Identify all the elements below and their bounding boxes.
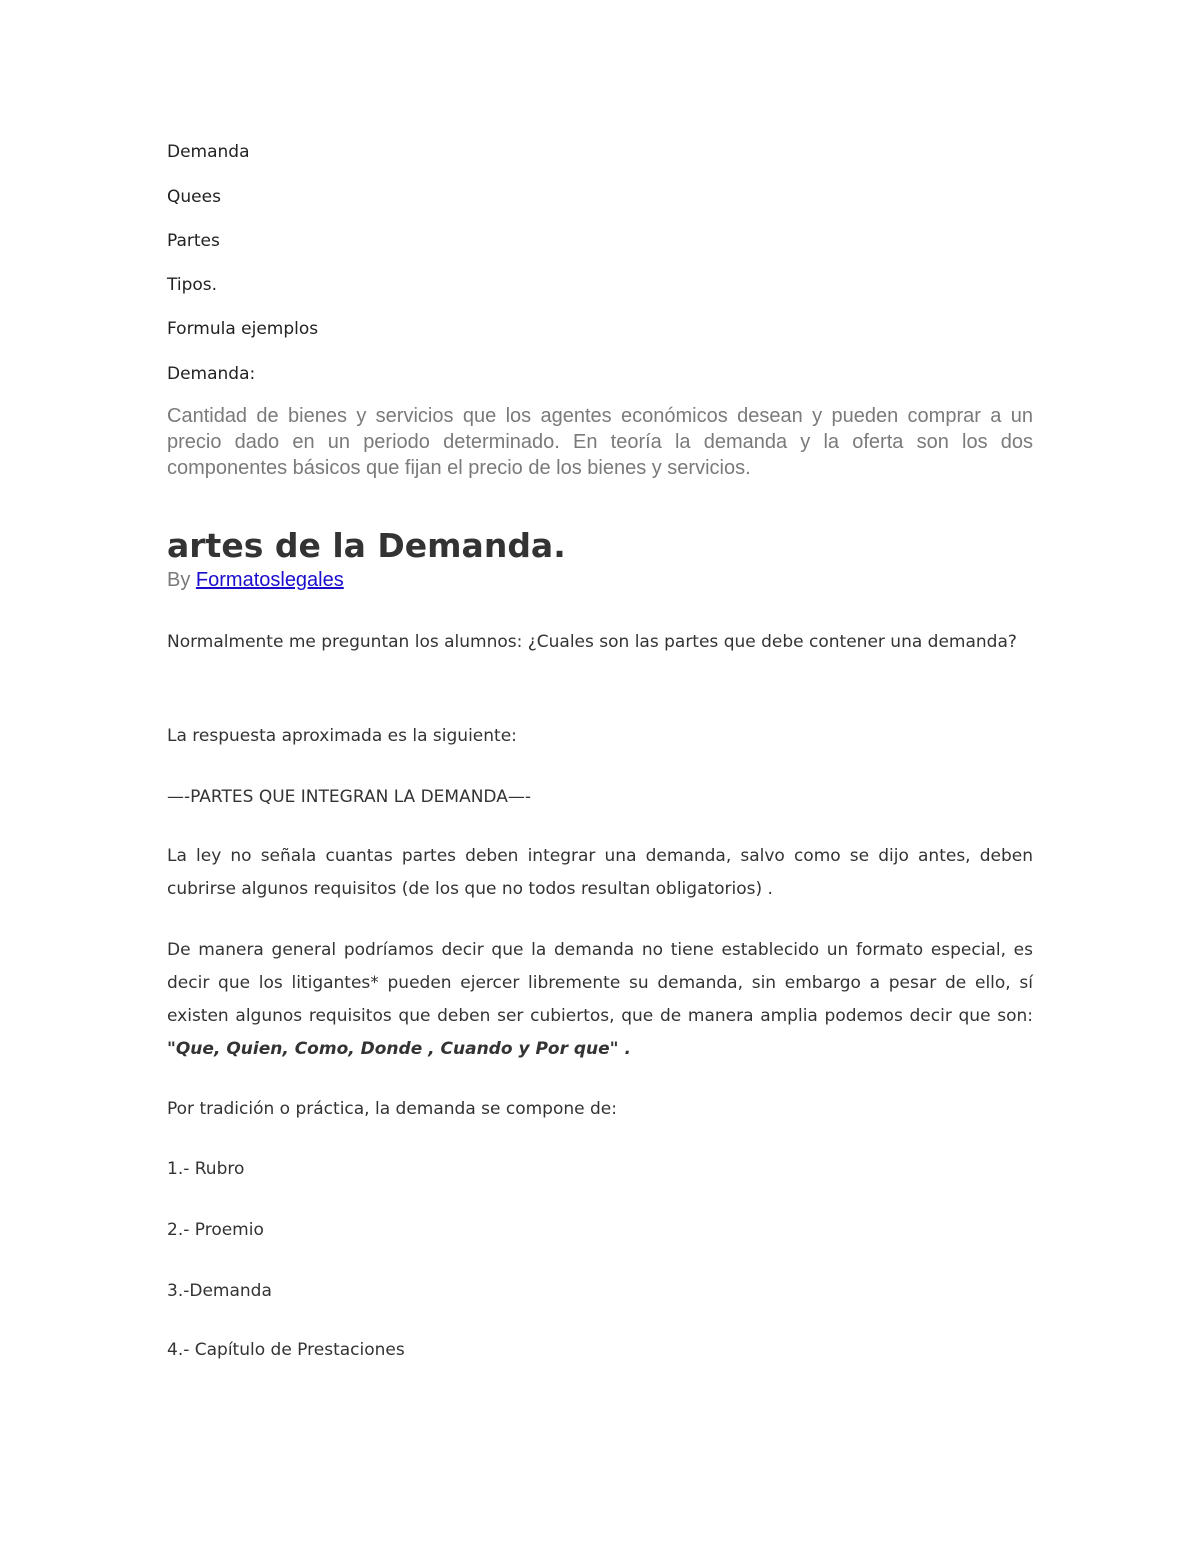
list-item-prestaciones: 4.- Capítulo de Prestaciones xyxy=(167,1340,405,1360)
outline-item-tipos: Tipos. xyxy=(167,275,218,295)
paragraph-ley: La ley no señala cuantas partes deben integrar una demanda, salvo como se dijo antes, deben cubrirse algunos requisitos (de los que no todos resultan obligatorios) . xyxy=(167,846,1033,899)
article-byline xyxy=(167,569,344,592)
article-heading: artes de la Demanda. xyxy=(167,526,566,565)
section-heading-partes: —-PARTES QUE INTEGRAN LA DEMANDA—- xyxy=(167,787,531,807)
outline-item-formula: Formula ejemplos xyxy=(167,319,319,339)
paragraph-tradicion: Por tradición o práctica, la demanda se compone de: xyxy=(167,1099,617,1119)
paragraph-question: Normalmente me preguntan los alumnos: ¿Cuales son las partes que debe contener una demanda? xyxy=(167,632,1017,652)
byline-prefix: By xyxy=(167,569,191,591)
outline-item-quees: Quees xyxy=(167,187,221,207)
list-item-proemio: 2.- Proemio xyxy=(167,1220,264,1240)
outline-title: Demanda xyxy=(167,142,250,162)
outline-item-partes: Partes xyxy=(167,231,220,251)
requisitos-emphasis: "Que, Quien, Como, Donde , Cuando y Por que" . xyxy=(167,1039,631,1059)
definition-paragraph: Cantidad de bienes y servicios que los agentes económicos desean y pueden comprar a un precio dado en un periodo determinado. En teoría la demanda y la oferta son los dos componentes básicos que fijan el precio de los bienes y servicios. xyxy=(167,405,1033,479)
paragraph-requisitos xyxy=(167,934,1033,1066)
list-item-demanda: 3.-Demanda xyxy=(167,1281,272,1301)
outline-item-demanda: Demanda: xyxy=(167,364,256,384)
author-link[interactable]: Formatoslegales xyxy=(195,569,344,591)
list-item-rubro: 1.- Rubro xyxy=(167,1159,245,1179)
paragraph-answer-intro: La respuesta aproximada es la siguiente: xyxy=(167,726,517,746)
paragraph-requisitos-text: De manera general podríamos decir que la demanda no tiene establecido un formato especial, es decir que los litigantes* pueden ejercer libremente su demanda, sin embargo a pesar de ello, sí existen algunos requisitos que deben ser cubiertos, que de manera amplia podemos decir que son: xyxy=(167,940,1033,1026)
